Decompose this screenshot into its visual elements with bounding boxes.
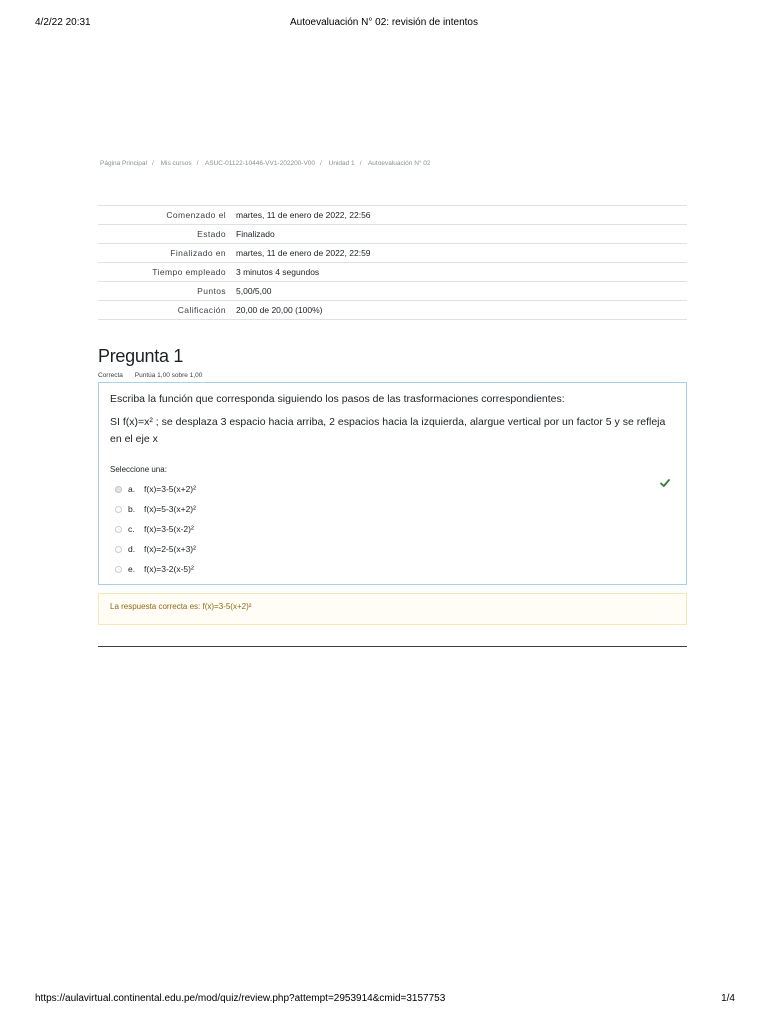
summary-row-time-taken xyxy=(98,263,687,282)
option-b[interactable] xyxy=(115,499,196,519)
question-title: Pregunta 1 xyxy=(98,346,184,366)
print-url: https://aulavirtual.continental.edu.pe/mod/quiz/review.php?attempt=2953914&cmid=3157753 xyxy=(35,993,446,1004)
option-letter: d. xyxy=(128,544,136,554)
option-letter: a. xyxy=(128,484,136,494)
breadcrumb: Página Principal / Mis cursos / ASUC-01122-10446-VV1-202200-V00 / Unidad 1 / Autoevaluación N° 02 xyxy=(100,160,431,167)
summary-row-completed xyxy=(98,244,687,263)
breadcrumb-unit[interactable]: Unidad 1 xyxy=(328,160,355,167)
summary-value: martes, 11 de enero de 2022, 22:59 xyxy=(236,248,371,258)
answer-options xyxy=(115,479,196,579)
option-text: f(x)=3-5(x+2)² xyxy=(144,484,196,494)
print-page-title: Autoevaluación N° 02: revisión de intentos xyxy=(289,17,478,28)
option-text: f(x)=2-5(x+3)² xyxy=(144,544,196,554)
breadcrumb-course[interactable]: ASUC-01122-10446-VV1-202200-V00 xyxy=(204,160,316,167)
summary-value: Finalizado xyxy=(236,229,275,239)
print-header xyxy=(0,17,768,31)
option-text: f(x)=3-2(x-5)² xyxy=(144,564,194,574)
question-text-intro: Escriba la función que corresponda siguiendo los pasos de las trasformaciones correspondientes: xyxy=(110,393,565,405)
check-icon xyxy=(659,477,671,489)
question-content xyxy=(98,382,687,585)
summary-label: Comenzado el xyxy=(166,210,226,220)
summary-value: 20,00 de 20,00 (100%) xyxy=(236,305,323,315)
breadcrumb-my-courses[interactable]: Mis cursos xyxy=(160,160,192,167)
option-text: f(x)=3-5(x-2)² xyxy=(144,524,194,534)
question-text-body: SI f(x)=x² ; se desplaza 3 espacio hacia arriba, 2 espacios hacia la izquierda, alargue vertical por un factor 5 y se refleja en el eje x xyxy=(110,416,666,445)
option-d[interactable] xyxy=(115,539,196,559)
summary-label: Estado xyxy=(197,229,226,239)
summary-row-state xyxy=(98,225,687,244)
summary-row-started xyxy=(98,206,687,225)
summary-label: Puntos xyxy=(197,286,226,296)
summary-value: 5,00/5,00 xyxy=(236,286,272,296)
option-letter: e. xyxy=(128,564,136,574)
question-info xyxy=(98,372,202,379)
radio-b[interactable] xyxy=(115,506,122,513)
summary-value: 3 minutos 4 segundos xyxy=(236,267,320,277)
divider xyxy=(98,646,687,647)
radio-e[interactable] xyxy=(115,566,122,573)
option-e[interactable] xyxy=(115,559,196,579)
summary-label: Calificación xyxy=(177,305,226,315)
option-letter: b. xyxy=(128,504,136,514)
radio-a[interactable] xyxy=(115,486,122,493)
radio-d[interactable] xyxy=(115,546,122,553)
question-score: Puntúa 1,00 sobre 1,00 xyxy=(134,372,203,379)
breadcrumb-home[interactable]: Página Principal xyxy=(100,160,147,167)
print-datetime: 4/2/22 20:31 xyxy=(35,17,91,28)
summary-row-grade xyxy=(98,301,687,320)
summary-row-marks xyxy=(98,282,687,301)
summary-label: Tiempo empleado xyxy=(152,267,226,277)
option-c[interactable] xyxy=(115,519,196,539)
summary-label: Finalizado en xyxy=(170,248,226,258)
breadcrumb-quiz[interactable]: Autoevaluación N° 02 xyxy=(367,160,431,167)
attempt-summary-table xyxy=(98,205,687,320)
feedback-text: La respuesta correcta es: f(x)=3-5(x+2)² xyxy=(110,602,252,611)
summary-value: martes, 11 de enero de 2022, 22:56 xyxy=(236,210,371,220)
radio-c[interactable] xyxy=(115,526,122,533)
option-a[interactable] xyxy=(115,479,196,499)
select-one-label: Seleccione una: xyxy=(110,465,167,474)
correct-answer-feedback xyxy=(98,593,687,625)
option-text: f(x)=5-3(x+2)² xyxy=(144,504,196,514)
option-letter: c. xyxy=(128,524,135,534)
question-status: Correcta xyxy=(98,372,123,379)
print-page-number: 1/4 xyxy=(721,993,735,1004)
